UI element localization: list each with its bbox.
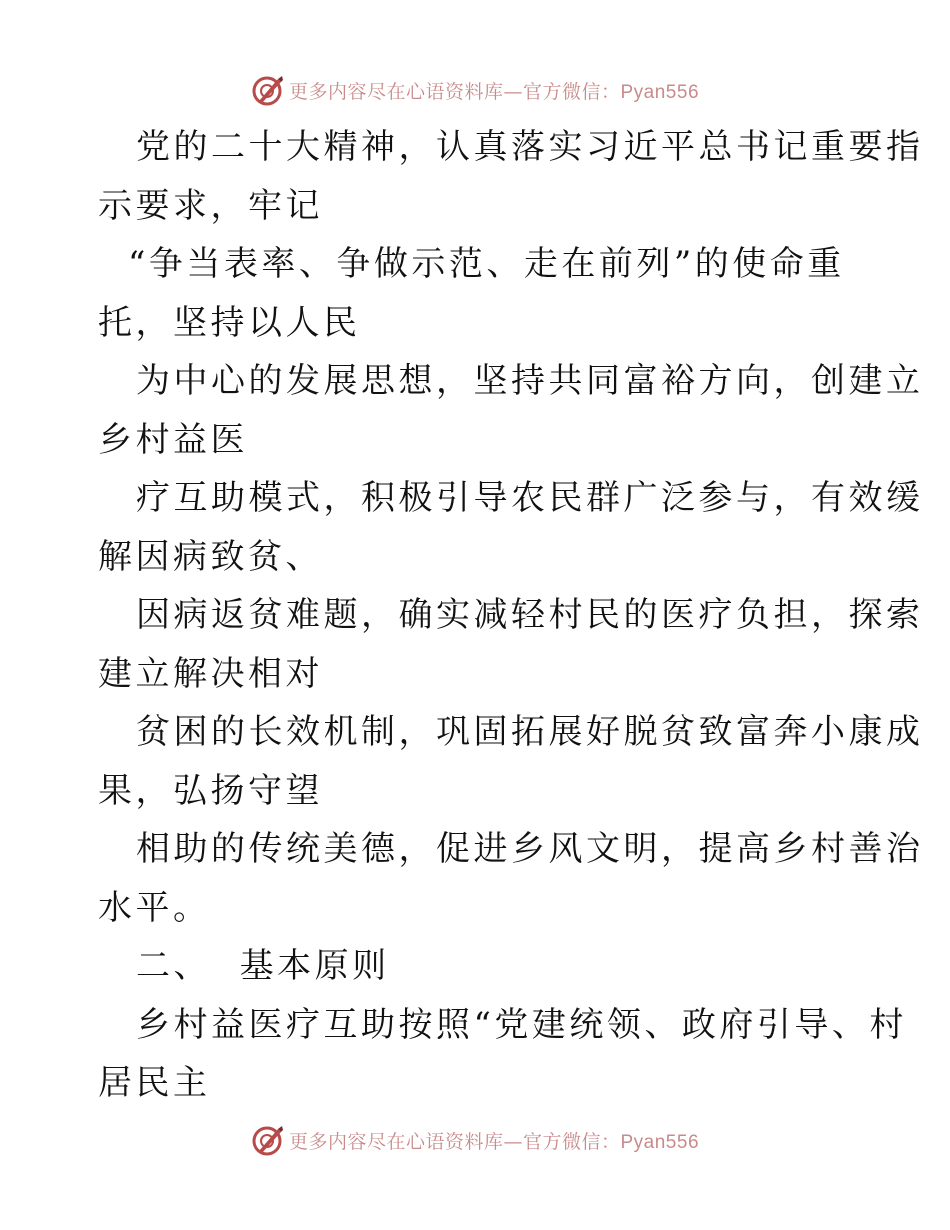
- body-line: 示要求，牢记: [98, 185, 323, 226]
- footer-banner-text: 更多内容尽在心语资料库—官方微信：: [288, 1130, 621, 1153]
- footer-banner: [0, 1120, 950, 1160]
- brand-logo-icon: [251, 73, 285, 107]
- body-line: 党的二十大精神，认真落实习近平总书记重要指: [136, 127, 924, 167]
- brand-logo-icon: [251, 1123, 285, 1157]
- body-line: 贫困的长效机制，巩固拓展好脱贫致富奔小康成: [136, 712, 924, 752]
- body-line: 建立解决相对: [98, 653, 323, 694]
- body-line: 乡村益医疗互助按照“党建统领、政府引导、村: [136, 1004, 907, 1045]
- body-line: 居民主: [98, 1063, 211, 1103]
- header-banner-id: Pyan556: [620, 81, 700, 103]
- header-banner-text: 更多内容尽在心语资料库—官方微信：: [288, 80, 621, 103]
- document-body: [98, 118, 924, 1113]
- body-line: 果，弘扬守望: [98, 770, 323, 811]
- body-line: 为中心的发展思想，坚持共同富裕方向，创建立: [136, 361, 924, 401]
- body-line: 解因病致贫、: [98, 536, 323, 577]
- body-line: 相助的传统美德，促进乡风文明，提高乡村善治: [136, 829, 924, 869]
- body-line: 疗互助模式，积极引导农民群广泛参与，有效缓: [136, 478, 924, 518]
- section-heading: 二、 基本原则: [136, 946, 390, 986]
- body-line: 托，坚持以人民: [98, 302, 361, 343]
- body-line: “争当表率、争做示范、走在前列”的使命重: [128, 244, 845, 284]
- body-line: 水平。: [98, 887, 211, 928]
- footer-banner-id: Pyan556: [620, 1131, 700, 1153]
- body-line: 乡村益医: [98, 419, 248, 460]
- header-banner: [0, 70, 950, 110]
- body-line: 因病返贫难题，确实减轻村民的医疗负担，探索: [136, 595, 924, 635]
